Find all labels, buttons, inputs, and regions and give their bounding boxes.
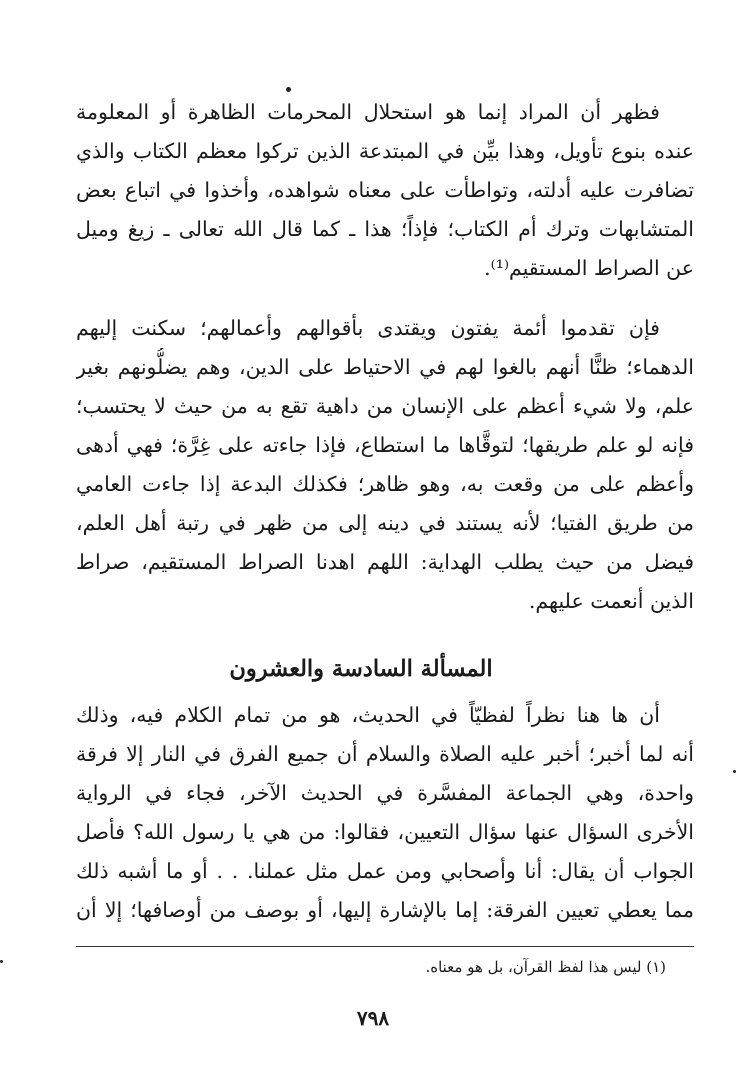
printing-mark xyxy=(286,87,291,92)
text-line: الذين أنعمت عليهم. xyxy=(528,589,694,613)
text-line: المتشابهات وترك أم الكتاب؛ فإذاً؛ هذا ـ كما قال الله تعالى ـ زيغ وميل xyxy=(76,217,694,241)
section-heading: المسألة السادسة والعشرون xyxy=(229,656,493,682)
text-line: فيضل من حيث يطلب الهداية: اللهم اهدنا الصراط المستقيم، صراط xyxy=(76,550,694,574)
text-line: علم، ولا شيء أعظم على الإنسان من داهية تقع به من حيث لا يحتسب؛ xyxy=(76,394,694,418)
paragraph-1 xyxy=(76,93,694,288)
text-line: فإن تقدموا أئمة يفتون ويقتدى بأقوالهم وأعمالهم؛ سكنت إليهم xyxy=(76,316,660,340)
text-line: الدهماء؛ ظنًّا أنهم بالغوا لهم في الاحتياط على الدين، وهم يضلُّونهم بغير xyxy=(76,355,694,379)
paragraph-3 xyxy=(76,696,694,930)
text-line: واحدة، وهي الجماعة المفسَّرة في الحديث الآخر، فجاء في الرواية xyxy=(76,781,694,805)
footnote-separator xyxy=(76,946,694,947)
text-line: الأخرى السؤال عنها سؤال التعيين، فقالوا: من هي يا رسول الله؟ فأصل xyxy=(76,820,694,844)
paragraph-2 xyxy=(76,309,694,621)
text-line: عنده بنوع تأويل، وهذا بيِّن في المبتدعة الذين تركوا معظم الكتاب والذي xyxy=(76,139,694,163)
footnote: (١) ليس هذا لفظ القرآن، بل هو معناه. xyxy=(425,958,666,976)
text-line: أنه لما أخبر؛ أخبر عليه الصلاة والسلام أن جميع الفرق في النار إلا فرقة xyxy=(76,742,694,766)
text-line: فظهر أن المراد إنما هو استحلال المحرمات الظاهرة أو المعلومة xyxy=(76,100,660,124)
text-line: عن الصراط المستقيم⁽¹⁾. xyxy=(484,256,694,280)
page-number: ٧٩٨ xyxy=(356,1006,390,1030)
text-line: من طريق الفتيا؛ لأنه يستند في دينه إلى من ظهر في رتبة أهل العلم، xyxy=(76,511,694,535)
text-line: وأعظم على من وقعت به، وهو ظاهر؛ فكذلك البدعة إذا جاءت العامي xyxy=(76,472,694,496)
text-line: تضافرت عليه أدلته، وتواطأت على معناه شواهده، وأخذوا في اتباع بعض xyxy=(76,178,694,202)
text-line: أن ها هنا نظراً لفظيّاً في الحديث، هو من تمام الكلام فيه، وذلك xyxy=(76,703,660,727)
margin-mark xyxy=(0,960,3,963)
text-line: الجواب أن يقال: أنا وأصحابي ومن عمل مثل عملنا. . . أو ما أشبه ذلك xyxy=(76,859,694,883)
margin-mark xyxy=(733,770,736,773)
text-line: مما يعطي تعيين الفرقة: إما بالإشارة إليها، أو بوصف من أوصافها؛ إلا أن xyxy=(76,898,694,922)
text-line: فإنه لو علم طريقها؛ لتوقَّاها ما استطاع، فإذا جاءته على غِرَّة؛ فهي أدهى xyxy=(76,433,694,457)
